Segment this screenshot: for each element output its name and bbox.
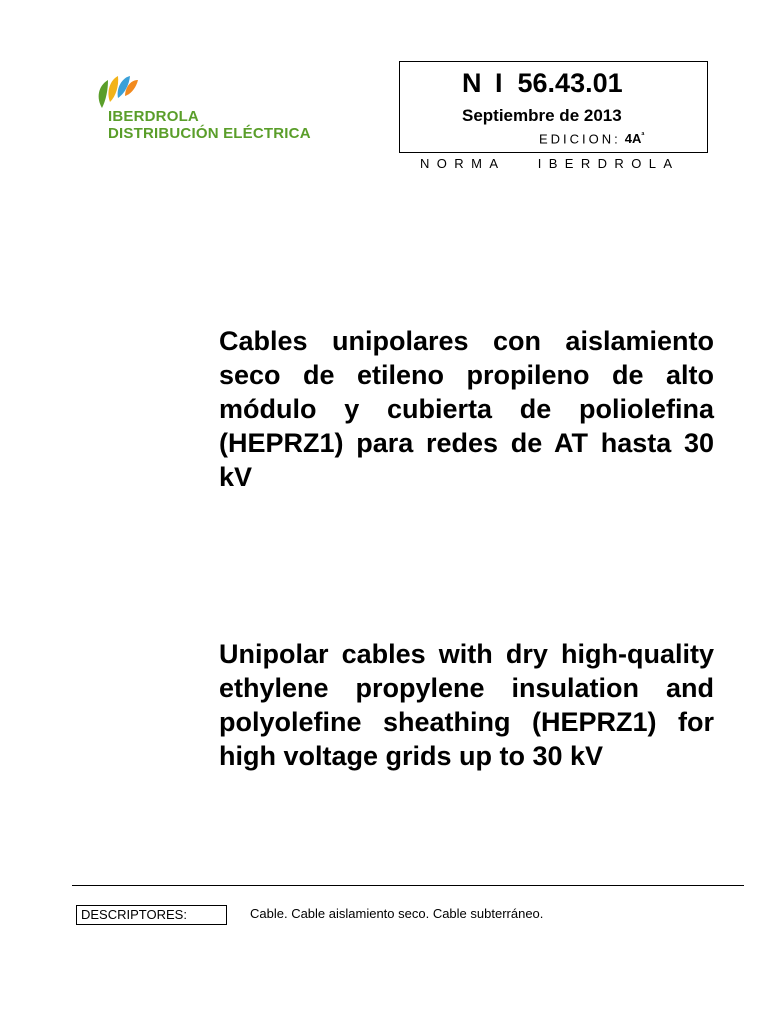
edition-label: EDICION: xyxy=(539,131,621,147)
logo-leaves-icon xyxy=(94,72,140,110)
norm-header-box xyxy=(399,61,708,153)
document-title-english: Unipolar cables with dry high-quality ethylene propylene insulation and polyolefine sheathing (HEPRZ1) for high voltage grids up to 30 kV xyxy=(219,639,714,771)
logo-text-iberdrola: IBERDROLA xyxy=(108,108,199,125)
edition-superscript: ª xyxy=(641,131,648,140)
edition-value: 4A xyxy=(624,131,642,147)
document-title-spanish: Cables unipolares con aislamiento seco de etileno propileno de alto módulo y cubierta de poliolefina (HEPRZ1) para redes de AT hasta 30 kV xyxy=(219,326,714,492)
norm-code xyxy=(462,68,623,99)
descriptors-label: DESCRIPTORES: xyxy=(76,905,227,925)
norm-prefix: N I xyxy=(462,68,506,98)
logo-text-distribucion: DISTRIBUCIÓN ELÉCTRICA xyxy=(108,125,311,142)
divider-line xyxy=(72,885,744,886)
iberdrola-logo xyxy=(94,72,334,144)
descriptors-value: Cable. Cable aislamiento seco. Cable subterráneo. xyxy=(250,906,544,921)
norma-iberdrola-label: NORMA IBERDROLA xyxy=(420,156,680,171)
norm-date: Septiembre de 2013 xyxy=(462,106,622,125)
norm-number: 56.43.01 xyxy=(517,68,623,98)
norm-edition xyxy=(539,131,647,146)
